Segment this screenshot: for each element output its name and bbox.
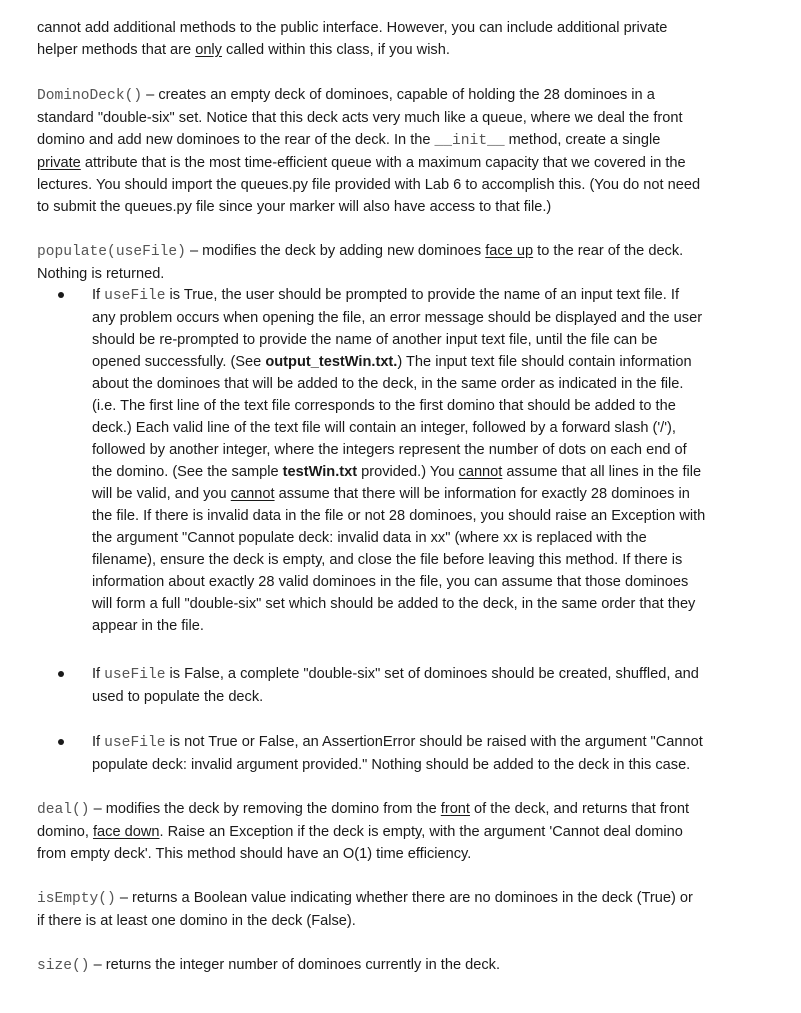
bullet-icon (58, 292, 64, 298)
bullet-icon (58, 671, 64, 677)
document-page: cannot add additional methods to the public interface. However, you can include additional private helper methods that are only called within this class, if you wish. DominoDeck() – creates an empty deck of dominoes, capable of holding the 28 dominoes in a standard "double-six" set. Notice that this deck acts very much like a queue, where we deal the front domino and add new dominoes to the rear of the deck. In the __init__ method, create a single private attribute that is the most time-efficient queue with a maximum capacity that we covered in the lectures. You should import the queues.py file provided with Lab 6 to accomplish this. (You do not need to submit the queues.py file since your marker will also have access to that file.) populate(useFile) – modifies the deck by adding new dominoes face up to the rear of the deck. Nothing is returned. If useFile is True, the user should be prompted to provide the name of an input text file. If any problem occurs when opening the file, an error message should be displayed and the user should be re-prompted to provide the name of another input text file, until the file can be opened successfully. (See output_testWin.txt.) The input text file should contain information about the dominoes that will be added to the deck, in the same order as indicated in the file. (i.e. The first line of the text file corresponds to the first domino that should be added to the deck.) Each valid line of the text file will contain an integer, followed by a forward slash ('/'), followed by another integer, where the integers represent the number of dots on each end of the domino. (See the sample testWin.txt provided.) You cannot assume that all lines in the file will be valid, and you cannot assume that there will be information for exactly 28 dominoes in the file. If there is invalid data in the file or not 28 dominoes, you should raise an Exception with the argument "Cannot populate deck: invalid data in xx" (where xx is replaced with the filename), ensure the deck is empty, and close the file before leaving this method. If there is information about exactly 28 valid dominoes in the file, you can assume that those dominoes will form a full "double-six" set which should be added to the deck, in the same order that they appear in the file. If useFile is False, a complete "double-six" set of dominoes should be created, shuffled, and used to populate the deck. If useFile is not True or False, an AssertionError should be raised with the argument "Cannot populate deck: invalid argument provided." Nothing should be added to the deck in this case. deal() – modifies the deck by removing the domino from the front of the deck, and returns that front domino, face down. Raise an Exception if the deck is empty, with the argument 'Cannot deal domino from empty deck'. This method should have an O(1) time efficiency. isEmpty() – returns a Boolean value indicating whether there are no dominoes in the deck (True) or if there is at least one domino in the deck (False). size() – returns the integer number of dominoes currently in the deck. (0, 0, 801, 1013)
domino-deck-paragraph: DominoDeck() – creates an empty deck of dominoes, capable of holding the 28 dominoes in a standard "double-six" set. Notice that this deck acts very much like a queue, where we deal the front domino and add new dominoes to the rear of the deck. In the __init__ method, create a single private attribute that is the most time-efficient queue with a maximum capacity that we covered in the lectures. You should import the queues.py file provided with Lab 6 to accomplish this. (You do not need to submit the queues.py file since your marker will also have access to that file.) (37, 87, 701, 215)
bullet-icon (58, 739, 64, 745)
populate-signature: populate(useFile) (37, 244, 186, 260)
init-method-code: __init__ (434, 133, 505, 149)
underlined-only: only (195, 42, 222, 58)
intro-paragraph (37, 17, 767, 61)
intro-line-1: cannot add additional methods to the public interface. However, you can include additional private (37, 20, 668, 36)
size-signature: size() (37, 958, 90, 974)
deal-paragraph: deal() – modifies the deck by removing the domino from the front of the deck, and returns that front domino, face down. Raise an Exception if the deck is empty, with the argument 'Cannot deal domino from empty deck'. This method should have an O(1) time efficiency. (37, 801, 690, 862)
deal-signature: deal() (37, 802, 90, 818)
intro-line-2: helper methods that are only called within this class, if you wish. (37, 42, 450, 58)
size-paragraph: size() – returns the integer number of dominoes currently in the deck. (37, 957, 501, 974)
is-empty-signature: isEmpty() (37, 891, 116, 907)
domino-deck-signature: DominoDeck() (37, 88, 143, 104)
populate-paragraph: populate(useFile) – modifies the deck by adding new dominoes face up to the rear of the deck. Nothing is returned. (37, 243, 684, 282)
is-empty-paragraph: isEmpty() – returns a Boolean value indicating whether there are no dominoes in the deck (True) or if there is at least one domino in the deck (False). (37, 890, 693, 929)
